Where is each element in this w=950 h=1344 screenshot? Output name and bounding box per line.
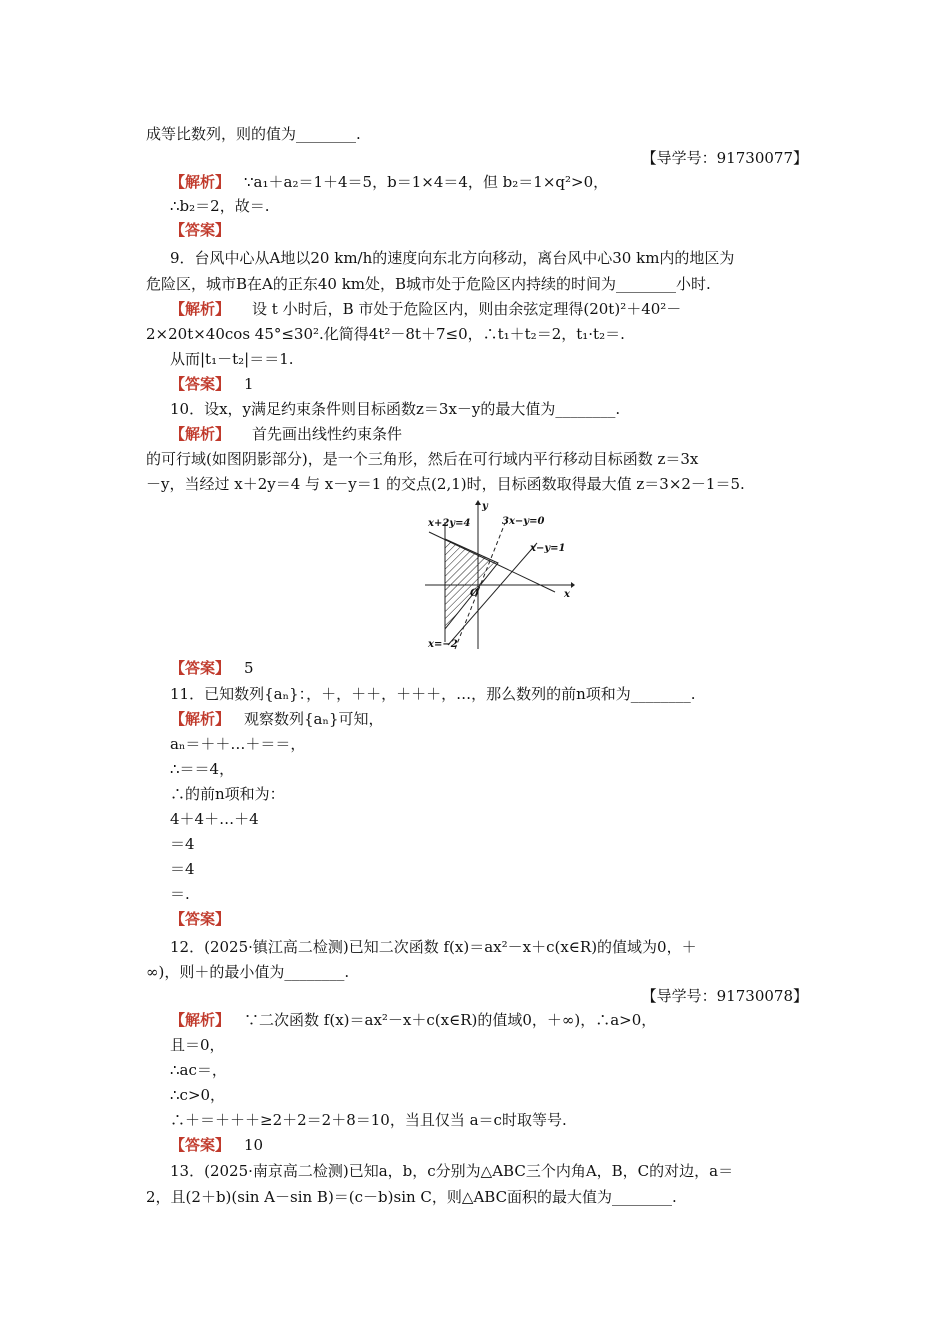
- answer-tag: 【答案】: [170, 659, 231, 677]
- text-line: 危险区，城市B在A的正东40 km处，B城市处于危险区内持续的时间为________小时.: [146, 275, 711, 293]
- answer-line: [170, 908, 832, 930]
- reference-number: 【导学号：91730078】: [641, 987, 808, 1005]
- analysis-line: 【解析】 ∵a₁＋a₂＝1＋4＝5，b＝1×4＝4，但 b₂＝1×q²>0，: [170, 173, 609, 191]
- feasible-region-figure: [425, 497, 575, 652]
- analysis-line: 【解析】 ∵二次函数 f(x)＝ax²－x＋c(x∈R)的值域0，＋∞)，∴a>0，: [170, 1011, 657, 1029]
- question-13: 13．(2025·南京高二检测)已知a，b，c分别为△ABC三个内角A，B，C的对边，a＝: [170, 1162, 734, 1180]
- text-line: ∴＝＝4，: [170, 760, 235, 778]
- answer-line: 【答案】 5: [170, 659, 254, 677]
- analysis-tag: 【解析】: [170, 425, 231, 443]
- question-10: 10．设x，y满足约束条件则目标函数z＝3x－y的最大值为________.: [170, 400, 621, 418]
- text-line: ＝4: [170, 835, 195, 853]
- analysis-tag: 【解析】: [170, 1011, 231, 1029]
- text-line: aₙ＝＋＋…＋＝＝，: [170, 735, 306, 753]
- text-line: ∴ac＝，: [170, 1061, 227, 1079]
- text-line: ∴的前n项和为：: [170, 785, 285, 803]
- label-line2: 3x−y=0: [502, 516, 545, 527]
- answer-tag: 【答案】: [170, 1136, 231, 1154]
- question-9: 9．台风中心从A地以20 km/h的速度向东北方向移动，离台风中心30 km内的地区为: [170, 249, 735, 267]
- text-line: 4＋4＋…＋4: [170, 810, 259, 828]
- text-line: －y，当经过 x＋2y＝4 与 x－y＝1 的交点(2,1)时，目标函数取得最大值 z＝3×2－1＝5.: [146, 475, 745, 493]
- label-y-axis: y: [482, 501, 488, 512]
- label-line4: x=−2: [428, 639, 458, 650]
- text-line: 2×20t×40cos 45°≤30².化简得4t²－8t＋7≤0，∴t₁＋t₂＝2，t₁·t₂＝.: [146, 325, 625, 343]
- answer-line: 【答案】 10: [170, 1136, 264, 1154]
- text-line: 成等比数列，则的值为________.: [146, 125, 361, 143]
- label-line3: x−y=1: [530, 543, 566, 554]
- analysis-line: 【解析】 首先画出线性约束条件: [170, 425, 403, 443]
- label-x-axis: x: [564, 589, 570, 600]
- text-line: ＝4: [170, 860, 195, 878]
- text-line: ∞)，则＋的最小值为________.: [146, 963, 350, 981]
- question-12: 12．(2025·镇江高二检测)已知二次函数 f(x)＝ax²－x＋c(x∈R)的值域为0，＋: [170, 938, 697, 956]
- text-line: 从而|t₁－t₂|＝＝1.: [170, 350, 294, 368]
- analysis-tag: 【解析】: [170, 300, 231, 318]
- text-line: ∴c>0，: [170, 1086, 226, 1104]
- x-axis-arrow-icon: [571, 582, 575, 588]
- answer-line: 【答案】 1: [170, 375, 254, 393]
- text-line: 且＝0，: [170, 1036, 225, 1054]
- label-origin: O: [470, 588, 479, 599]
- question-11: 11．已知数列{aₙ}：，＋，＋＋，＋＋＋，…，那么数列的前n项和为________.: [170, 685, 696, 703]
- y-axis-arrow-icon: [475, 500, 481, 505]
- text-line: ∴b₂＝2，故＝.: [170, 197, 270, 215]
- figure-svg: [425, 497, 575, 652]
- answer-tag: 【答案】: [170, 910, 231, 928]
- answer-tag: 【答案】: [170, 221, 231, 239]
- label-line1: x+2y=4: [428, 518, 471, 529]
- text-line: ＝.: [170, 885, 190, 903]
- text-line: 的可行域(如图阴影部分)，是一个三角形，然后在可行域内平行移动目标函数 z＝3x: [146, 450, 699, 468]
- analysis-line: 【解析】 设 t 小时后，B 市处于危险区内，则由余弦定理得(20t)²＋40²－: [170, 300, 682, 318]
- analysis-tag: 【解析】: [170, 710, 231, 728]
- analysis-tag: 【解析】: [170, 173, 231, 191]
- answer-line: [170, 219, 832, 241]
- reference-number: 【导学号：91730077】: [641, 149, 808, 167]
- answer-tag: 【答案】: [170, 375, 231, 393]
- analysis-line: 【解析】 观察数列{aₙ}可知，: [170, 710, 384, 728]
- text-line: ∴＋＝＋＋＋≥2＋2＝2＋8＝10，当且仅当 a＝c时取等号.: [170, 1111, 567, 1129]
- text-line: 2，且(2＋b)(sin A－sin B)＝(c－b)sin C，则△ABC面积的最大值为________.: [146, 1188, 677, 1206]
